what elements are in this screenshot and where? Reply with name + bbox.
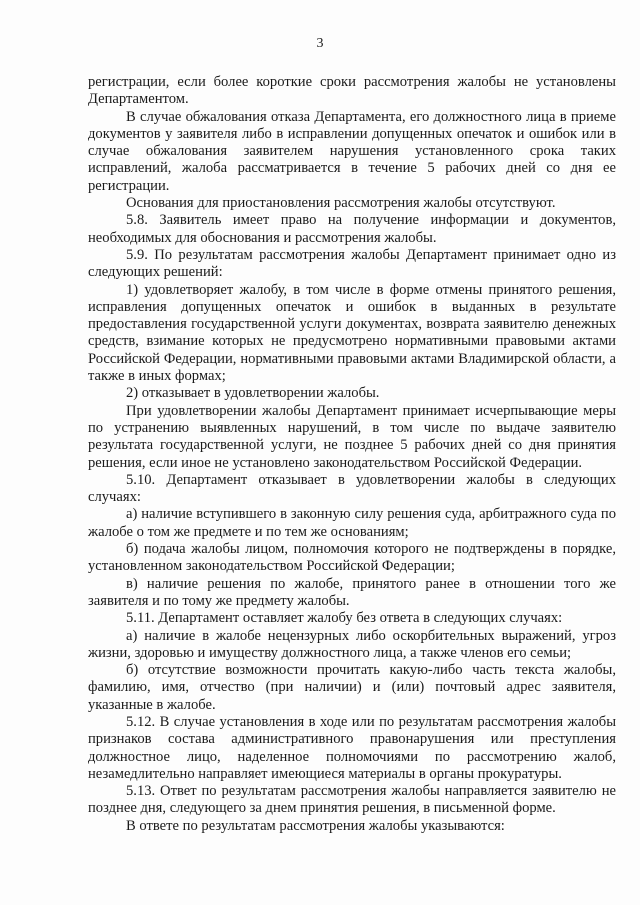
paragraph: 5.13. Ответ по результатам рассмотрения жалобы направляется заявителю не позднее дня, следующего за днем принятия решения, в письменной форме. <box>88 783 616 817</box>
paragraph: В ответе по результатам рассмотрения жалобы указываются: <box>126 817 505 834</box>
paragraph: Основания для приостановления рассмотрения жалобы отсутствуют. <box>126 195 556 212</box>
paragraph: а) наличие в жалобе нецензурных либо оскорбительных выражений, угроз жизни, здоровью и имуществу должностного лица, а также членов его семьи; <box>88 627 616 661</box>
paragraph: 2) отказывает в удовлетворении жалобы. <box>126 385 380 402</box>
paragraph: б) подача жалобы лицом, полномочия которого не подтверждены в порядке, установленном законодательством Российской Федерации; <box>88 541 616 575</box>
paragraph: 5.12. В случае установления в ходе или по результатам рассмотрения жалобы признаков состава административного правонарушения или преступления должностное лицо, наделенное полномочиями по рассмотрению жалоб, незамедлительно направляет имеющиеся материалы в органы прокуратуры. <box>88 713 616 782</box>
paragraph: 1) удовлетворяет жалобу, в том числе в форме отмены принятого решения, исправления допущенных опечаток и ошибок в выданных в результате предоставления государственной услуги документах, возврата заявителю денежных средств, взимание которых не предусмотрено нормативными правовыми актами Российской Федерации, нормативными правовыми актами Владимирской области, а также в иных формах; <box>88 281 616 385</box>
paragraph: При удовлетворении жалобы Департамент принимает исчерпывающие меры по устранению выявленных нарушений, в том числе по выдаче заявителю результата государственной услуги, не позднее 5 рабочих дней со дня принятия решения, если иное не установлено законодательством Российской Федерации. <box>88 402 616 471</box>
paragraph: б) отсутствие возможности прочитать какую-либо часть текста жалобы, фамилию, имя, отчество (при наличии) и (или) почтовый адрес заявителя, указанные в жалобе. <box>88 662 616 713</box>
paragraph: в) наличие решения по жалобе, принятого ранее в отношении того же заявителя и по тому же предмету жалобы. <box>88 575 616 609</box>
paragraph: 5.11. Департамент оставляет жалобу без ответа в следующих случаях: <box>126 610 563 627</box>
paragraph: В случае обжалования отказа Департамента, его должностного лица в приеме документов у заявителя либо в исправлении допущенных опечаток и ошибок или в случае обжалования заявителем нарушения установленного срока таких исправлений, жалоба рассматривается в течение 5 рабочих дней со дня ее регистрации. <box>88 108 616 194</box>
paragraph: 5.8. Заявитель имеет право на получение информации и документов, необходимых для обоснования и рассмотрения жалобы. <box>88 212 616 246</box>
paragraph: а) наличие вступившего в законную силу решения суда, арбитражного суда по жалобе о том же предмете и по тем же основаниям; <box>88 506 616 540</box>
paragraph: 5.10. Департамент отказывает в удовлетворении жалобы в следующих случаях: <box>88 471 616 506</box>
document-body <box>88 74 616 835</box>
paragraph: регистрации, если более короткие сроки рассмотрения жалобы не установлены Департаментом. <box>88 74 616 108</box>
page-number: 3 <box>316 36 324 51</box>
paragraph: 5.9. По результатам рассмотрения жалобы Департамент принимает одно из следующих решений: <box>88 246 616 281</box>
